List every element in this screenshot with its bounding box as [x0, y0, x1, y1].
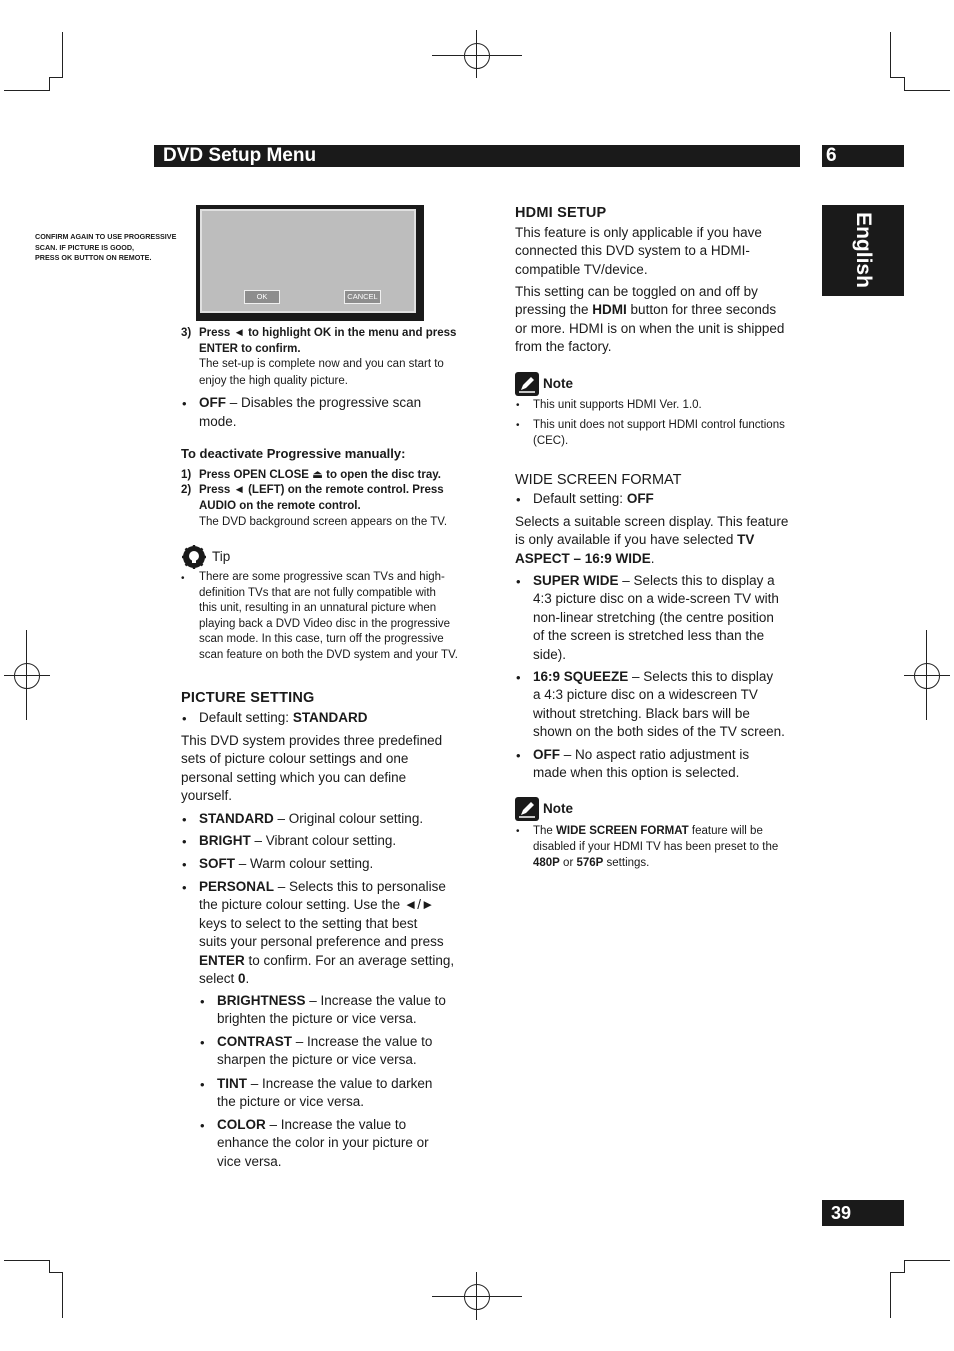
color-item: COLOR – Increase the value to enhance the color in your picture or vice versa.	[217, 1117, 429, 1169]
standard-item: STANDARD – Original colour setting.	[199, 811, 424, 826]
step-3-desc1: The set-up is complete now and you can start to	[199, 358, 444, 370]
bullet: •	[181, 573, 185, 584]
picture-intro: This DVD system provides three predefined sets of picture colour settings and one personal setting which you can define yourself.	[181, 733, 443, 804]
bullet: •	[516, 826, 520, 837]
wide-screen-heading: WIDE SCREEN FORMAT	[515, 472, 682, 488]
chapter-number: 6	[826, 145, 837, 166]
tv-screen-mockup	[196, 205, 424, 321]
page-number: 39	[831, 1203, 852, 1223]
bullet: •	[182, 857, 187, 872]
bullet: •	[516, 492, 521, 507]
bullet: •	[516, 748, 521, 763]
bullet: •	[200, 994, 205, 1009]
step-3-line1: Press ◄ to highlight OK in the menu and press	[199, 327, 457, 339]
deactivate-step1: Press OPEN CLOSE ⏏ to open the disc tray.	[199, 469, 441, 481]
hdmi-paragraph-2: This setting can be toggled on and off by pressing the HDMI button for three seconds or more. HDMI is on when the unit is shipped from the factory.	[515, 284, 785, 355]
bullet: •	[516, 420, 520, 431]
super-wide-item: SUPER WIDE – Selects this to display a 4:3 picture disc on a wide-screen TV with non-linear stretching (the centre position of the screen is stretched less than the side).	[533, 573, 779, 662]
bullet: •	[182, 711, 187, 726]
deactivate-step2-number: 2)	[181, 484, 192, 496]
page-title: DVD Setup Menu	[163, 145, 317, 166]
bullet: •	[200, 1035, 205, 1050]
wide-intro: Selects a suitable screen display. This feature is only available if you have selected TV ASPECT – 16:9 WIDE.	[515, 514, 789, 566]
bullet: •	[182, 396, 187, 411]
deactivate-heading: To deactivate Progressive manually:	[181, 446, 406, 461]
screen-cancel-button: CANCEL	[344, 290, 381, 304]
deactivate-step2-line1: Press ◄ (LEFT) on the remote control. Press	[199, 484, 444, 496]
bullet: •	[182, 812, 187, 827]
bullet: •	[182, 880, 187, 895]
bullet: •	[516, 670, 521, 685]
hdmi-setup-heading: HDMI SETUP	[515, 205, 607, 221]
note-label: Note	[543, 376, 573, 391]
note-label-2: Note	[543, 801, 573, 816]
step-3-line2: ENTER to confirm.	[199, 343, 301, 355]
brightness-item: BRIGHTNESS – Increase the value to brighten the picture or vice versa.	[217, 993, 446, 1027]
bullet: •	[516, 400, 520, 411]
step-3-number: 3)	[181, 327, 192, 339]
bright-item: BRIGHT – Vibrant colour setting.	[199, 833, 397, 848]
soft-item: SOFT – Warm colour setting.	[199, 856, 374, 871]
off-item-line2: mode.	[199, 414, 237, 429]
deactivate-step2-desc: The DVD background screen appears on the TV.	[199, 516, 448, 528]
deactivate-step1-number: 1)	[181, 469, 192, 481]
wide-off-item: OFF – No aspect ratio adjustment is made when this option is selected.	[533, 747, 750, 781]
language-tab-label: English	[852, 212, 875, 288]
screen-ok-button: OK	[244, 290, 280, 304]
personal-item: PERSONAL – Selects this to personalise the picture colour setting. Use the ◄/► keys to select to the setting that best suits your personal preference and press ENTER to confirm. For an average setting, select 0.	[199, 879, 455, 987]
bullet: •	[200, 1077, 205, 1092]
picture-setting-heading: PICTURE SETTING	[181, 690, 315, 706]
step-3-desc2: enjoy the high quality picture.	[199, 375, 348, 387]
deactivate-step2-line2: AUDIO on the remote control.	[199, 500, 361, 512]
hdmi-paragraph-1: This feature is only applicable if you have connected this DVD system to a HDMI- compatible TV/device.	[515, 225, 762, 277]
note-hdmi-version: This unit supports HDMI Ver. 1.0.	[533, 399, 702, 411]
tip-text: There are some progressive scan TVs and high- definition TVs that are not fully compatible with this unit, resulting in an unnatural picture when playing back a DVD Video disc in the progressive scan mode. In this case, turn off the progressive scan feature on both the DVD system and your TV.	[199, 571, 458, 661]
note-hdmi-cec: This unit does not support HDMI control functions (CEC).	[533, 419, 785, 447]
off-item-line1: OFF – Disables the progressive scan	[199, 395, 422, 410]
bullet: •	[200, 1118, 205, 1133]
tint-item: TINT – Increase the value to darken the picture or vice versa.	[217, 1076, 433, 1110]
wide-default-setting: Default setting: OFF	[533, 491, 654, 506]
squeeze-item: 16:9 SQUEEZE – Selects this to display a 4:3 picture disc on a widescreen TV without stretching. Black bars will be shown on the both sides of the TV screen.	[533, 669, 785, 740]
bullet: •	[182, 834, 187, 849]
pencil-note-icon	[515, 797, 539, 821]
pencil-note-icon	[515, 372, 539, 396]
screen-message: CONFIRM AGAIN TO USE PROGRESSIVE SCAN. IF PICTURE IS GOOD, PRESS OK BUTTON ON REMOTE.	[35, 232, 177, 262]
tip-label: Tip	[212, 549, 231, 564]
note-wide-screen: The WIDE SCREEN FORMAT feature will be disabled if your HDMI TV has been preset to the 480P or 576P settings.	[533, 825, 779, 869]
bullet: •	[516, 574, 521, 589]
contrast-item: CONTRAST – Increase the value to sharpen the picture or vice versa.	[217, 1034, 433, 1068]
lightbulb-icon	[182, 545, 206, 569]
picture-default-setting: Default setting: STANDARD	[199, 710, 368, 725]
